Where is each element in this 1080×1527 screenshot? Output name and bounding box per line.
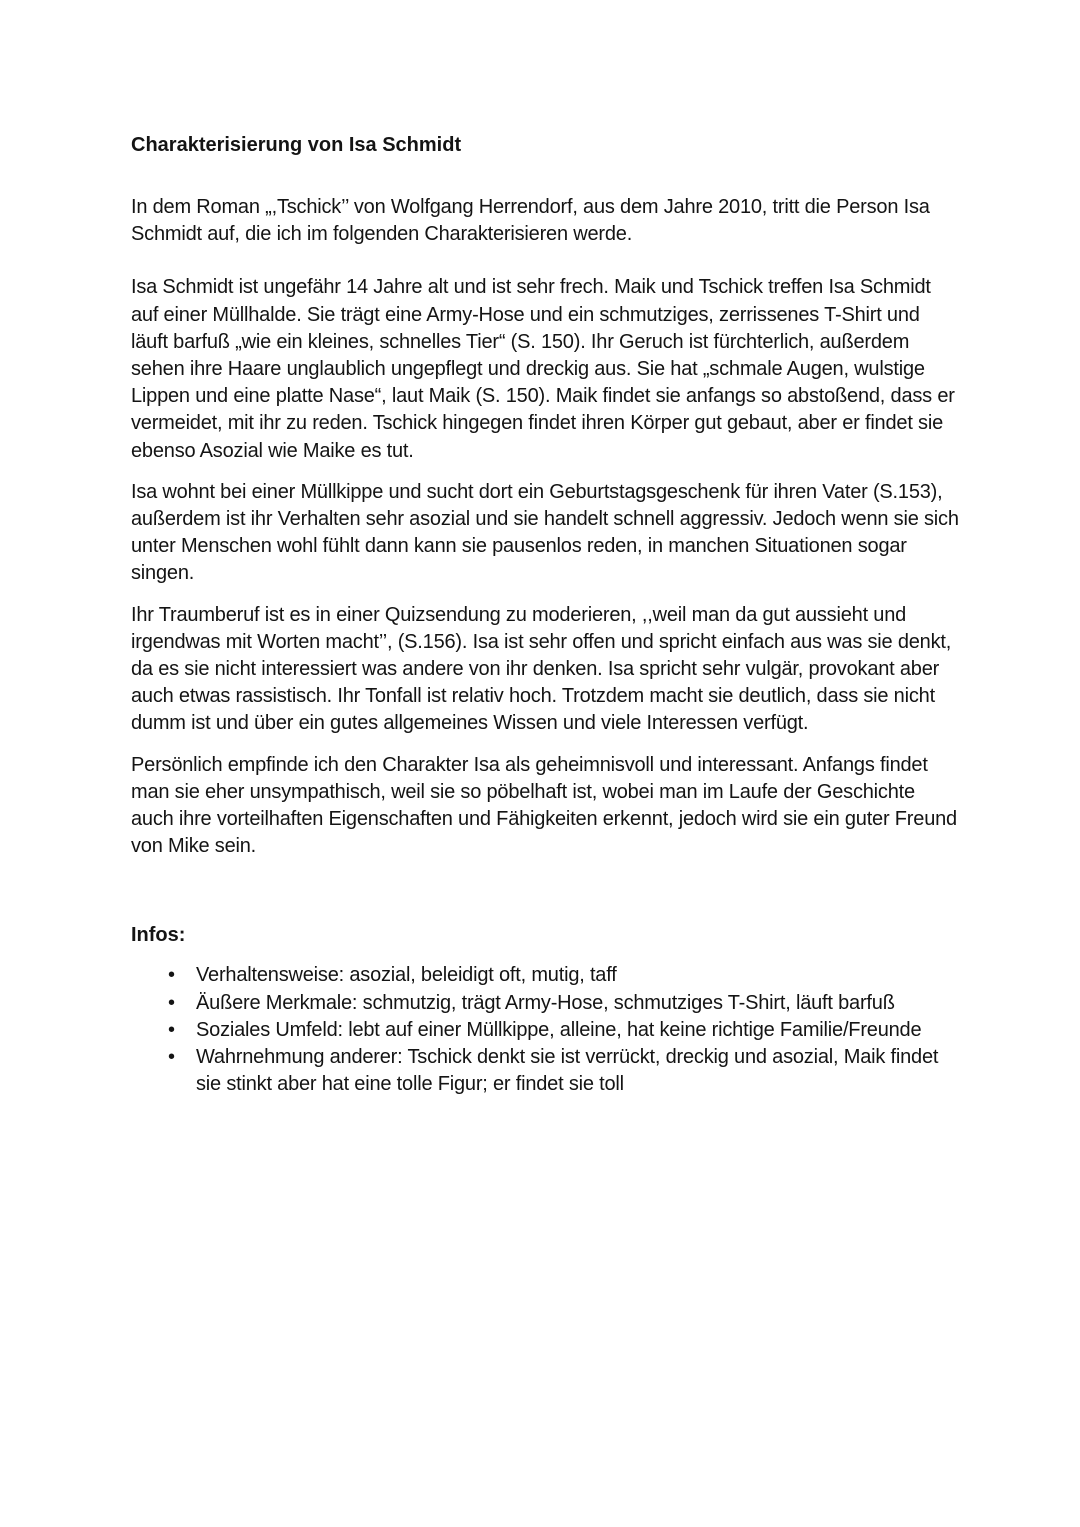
bullet-icon: •: [168, 991, 175, 1014]
document-page: [131, 130, 961, 1098]
opinion-paragraph: Persönlich empfinde ich den Charakter Isa als geheimnisvoll und interessant. Anfangs findet man sie eher unsympathisch, weil sie so pöbelhaft ist, wobei man im Laufe der Geschichte auch ihre vorteilhaften Eigenschaften und Fähigkeiten erkennt, jedoch wird sie ein guter Freund von Mike sein.: [131, 753, 957, 858]
list-item-text: Soziales Umfeld: lebt auf einer Müllkippe, alleine, hat keine richtige Familie/Freunde: [196, 1018, 922, 1041]
document-title: Charakterisierung von Isa Schmidt: [131, 134, 462, 156]
intro-paragraph: In dem Roman „,Tschick’’ von Wolfgang Herrendorf, aus dem Jahre 2010, tritt die Person Isa Schmidt auf, die ich im folgenden Charakterisieren werde.: [131, 196, 930, 246]
list-item-text: Äußere Merkmale: schmutzig, trägt Army-Hose, schmutziges T-Shirt, läuft barfuß: [196, 991, 895, 1014]
list-item: [131, 1044, 961, 1098]
infos-list: [131, 962, 961, 1098]
behavior-paragraph: Isa wohnt bei einer Müllkippe und sucht dort ein Geburtstagsgeschenk für ihren Vater (S.153), außerdem ist ihr Verhalten sehr asozial und sie handelt schnell aggressiv. Jedoch wenn sie sich unter Menschen wohl fühlt dann kann sie pausenlos reden, in manchen Situationen sogar singen.: [131, 480, 959, 585]
appearance-paragraph: Isa Schmidt ist ungefähr 14 Jahre alt und ist sehr frech. Maik und Tschick treffen Isa Schmidt auf einer Müllhalde. Sie trägt eine Army-Hose und ein schmutziges, zerrissenes T-Shirt und läuft barfuß „wie ein kleines, schnelles Tier“ (S. 150). Ihr Geruch ist fürchterlich, außerdem sehen ihre Haare unglaublich ungepflegt und dreckig aus. Sie hat „schmale Augen, wulstige Lippen und eine platte Nase“, laut Maik (S. 150). Maik findet sie anfangs so abstoßend, dass er vermeidet, mit ihr zu reden. Tschick hingegen findet ihren Körper gut gebaut, aber er findet sie ebenso Asozial wie Maike es tut.: [131, 276, 955, 462]
dream-job-paragraph: Ihr Traumberuf ist es in einer Quizsendung zu moderieren, ,,weil man da gut aussieht und irgendwas mit Worten macht’’, (S.156). Isa ist sehr offen und spricht einfach aus was sie denkt, da es sie nicht interessiert was andere von ihr denken. Isa spricht sehr vulgär, provokant aber auch etwas rassistisch. Ihr Tonfall ist relativ hoch. Trotzdem macht sie deutlich, dass sie nicht dumm ist und über ein gutes allgemeines Wissen und viele Interessen verfügt.: [131, 603, 952, 735]
infos-heading: Infos:: [131, 924, 186, 947]
list-item: [131, 990, 961, 1017]
list-item-text: Wahrnehmung anderer: Tschick denkt sie ist verrückt, dreckig und asozial, Maik findet sie stinkt aber hat eine tolle Figur; er findet sie toll: [196, 1046, 939, 1096]
list-item-text: Verhaltensweise: asozial, beleidigt oft, mutig, taff: [196, 964, 617, 987]
bullet-icon: •: [168, 1018, 175, 1041]
bullet-icon: •: [168, 964, 175, 987]
list-item: [131, 962, 961, 989]
list-item: [131, 1017, 961, 1044]
bullet-icon: •: [168, 1046, 175, 1069]
